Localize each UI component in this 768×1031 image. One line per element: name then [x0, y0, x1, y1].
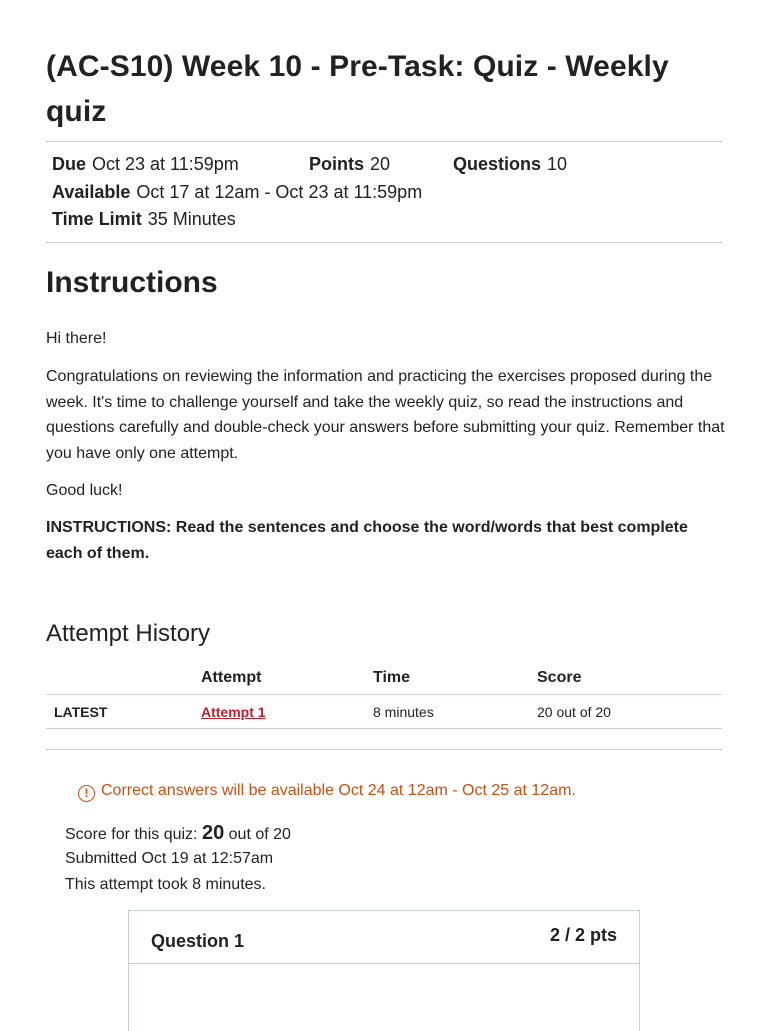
- attempt-cell: [201, 695, 373, 729]
- instructions-directions: INSTRUCTIONS: Read the sentences and choose the word/words that best complete each of them.: [46, 519, 688, 562]
- submitted-time: Submitted Oct 19 at 12:57am: [65, 850, 274, 867]
- question-points: 2 / 2 pts: [549, 925, 617, 945]
- attempt-duration: This attempt took 8 minutes.: [65, 876, 266, 893]
- instructions-good-luck: Good luck!: [46, 482, 123, 499]
- meta-row-time-limit: [52, 208, 236, 230]
- meta-row-due: [52, 153, 672, 175]
- instructions-heading: Instructions: [46, 266, 218, 299]
- column-header-score: Score: [537, 664, 722, 695]
- time-cell: 8 minutes: [373, 695, 537, 729]
- divider: [46, 242, 722, 243]
- divider: [46, 141, 722, 142]
- score-label: Score for this quiz:: [65, 826, 198, 843]
- points-field: [309, 153, 390, 175]
- table-row: [46, 695, 722, 729]
- column-header-attempt: Attempt: [201, 664, 373, 695]
- due-field: [52, 153, 239, 175]
- score-summary: [65, 820, 291, 848]
- page-title: (AC-S10) Week 10 - Pre-Task: Quiz - Weekly quiz: [46, 50, 669, 128]
- latest-tag: LATEST: [46, 695, 201, 729]
- attempt-history-heading: Attempt History: [46, 620, 211, 647]
- available-label: Available: [52, 182, 131, 202]
- due-label: Due: [52, 154, 87, 174]
- question-header: [129, 911, 639, 964]
- meta-row-available: [52, 181, 422, 203]
- divider: [46, 749, 722, 750]
- points-value: 20: [370, 154, 391, 174]
- score-value: 20: [201, 822, 225, 844]
- notice-text: Correct answers will be available Oct 24 at 12am - Oct 25 at 12am.: [101, 782, 576, 799]
- table-header-row: [46, 664, 722, 695]
- questions-value: 10: [547, 154, 568, 174]
- warning-circle-icon: !: [78, 785, 95, 802]
- score-suffix: out of 20: [228, 826, 291, 843]
- questions-field: [453, 153, 567, 175]
- instructions-body: Congratulations on reviewing the information and practicing the exercises proposed during the week. It's time to challenge yourself and take the weekly quiz, so read the instructions and questions carefully and double-check your answers before submitting your quiz. Remember that you have only one attempt.: [46, 368, 725, 462]
- attempt-1-link[interactable]: Attempt 1: [201, 703, 266, 720]
- time-limit-label: Time Limit: [52, 209, 142, 229]
- attempt-history-table: [46, 664, 722, 729]
- points-label: Points: [309, 154, 365, 174]
- due-value: Oct 23 at 11:59pm: [92, 154, 239, 174]
- instructions-greeting: Hi there!: [46, 330, 107, 347]
- available-value: Oct 17 at 12am - Oct 23 at 11:59pm: [136, 182, 423, 202]
- question-title: Question 1: [151, 931, 245, 951]
- question-card: [128, 910, 640, 1031]
- questions-label: Questions: [453, 154, 542, 174]
- score-cell: 20 out of 20: [537, 695, 722, 729]
- column-header-time: Time: [373, 664, 537, 695]
- correct-answers-notice: [78, 782, 576, 802]
- column-header-tag: [46, 664, 201, 695]
- time-limit-value: 35 Minutes: [147, 209, 236, 229]
